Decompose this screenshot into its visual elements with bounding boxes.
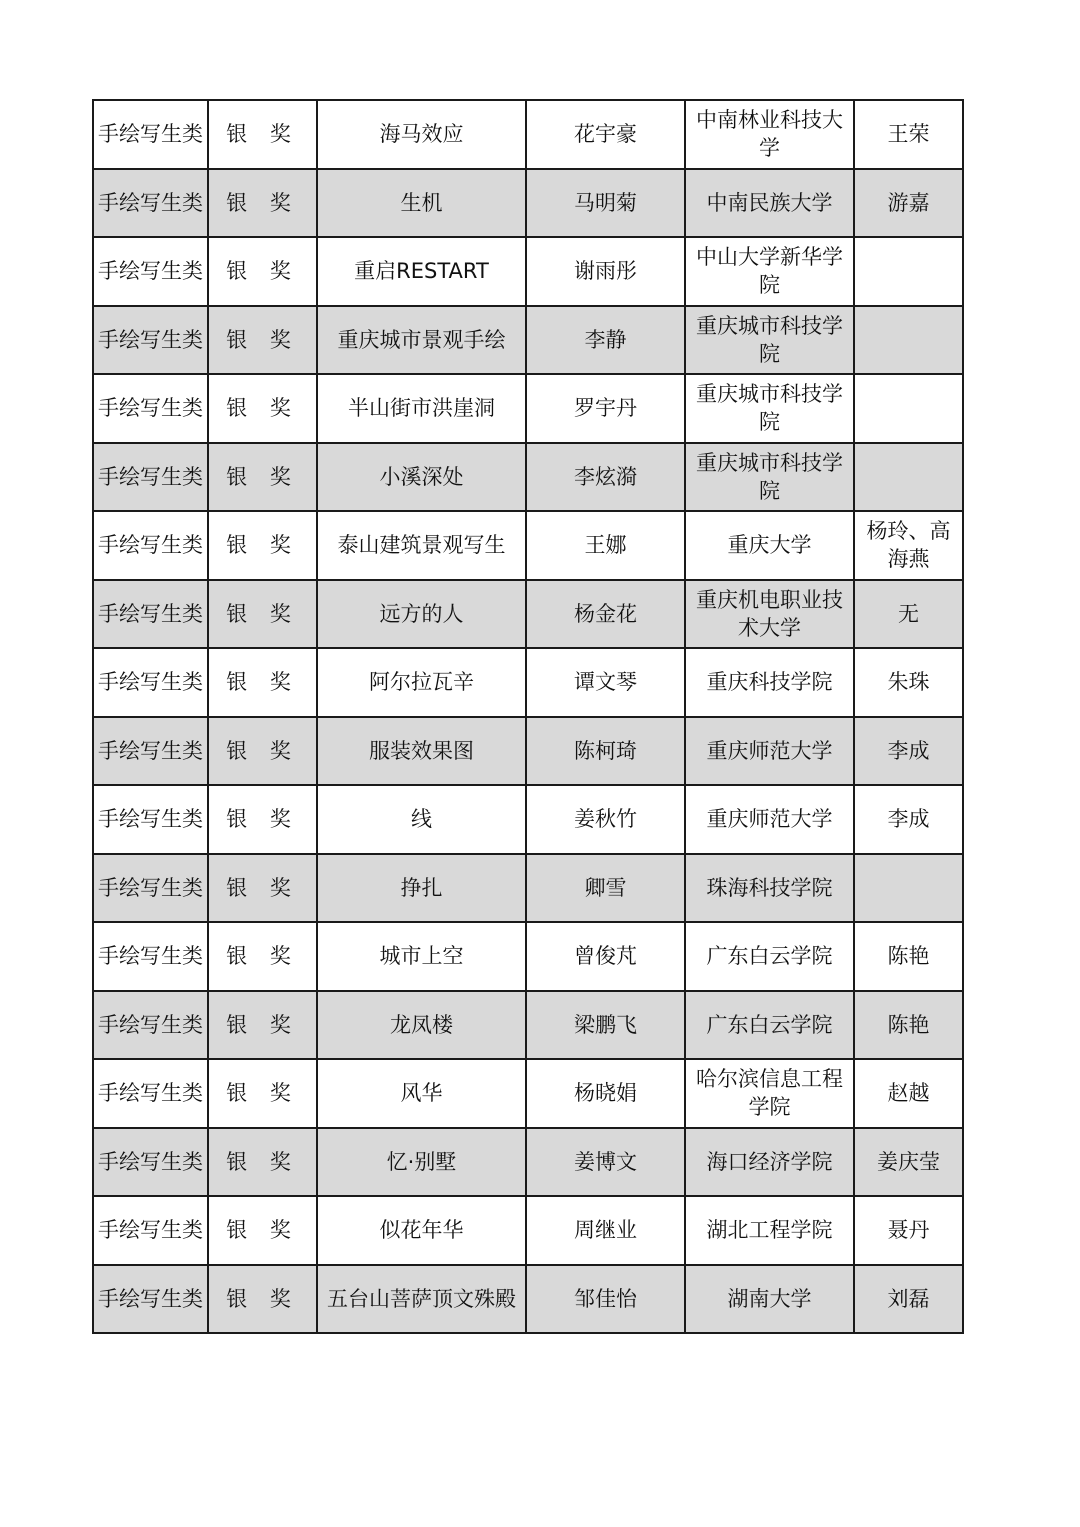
author-cell: 杨金花	[526, 580, 685, 649]
author-cell: 周继业	[526, 1196, 685, 1265]
author-cell: 花宇豪	[526, 100, 685, 169]
author-cell: 梁鹏飞	[526, 991, 685, 1060]
award-cell: 银 奖	[208, 1265, 317, 1334]
work-title-cell: 海马效应	[317, 100, 526, 169]
category-cell: 手绘写生类	[93, 374, 208, 443]
work-title-cell: 重启RESTART	[317, 237, 526, 306]
award-cell: 银 奖	[208, 991, 317, 1060]
table-row	[93, 580, 963, 649]
work-title-cell: 线	[317, 785, 526, 854]
advisor-cell: 姜庆莹	[854, 1128, 963, 1197]
author-cell: 姜秋竹	[526, 785, 685, 854]
award-cell: 银 奖	[208, 717, 317, 786]
school-cell: 哈尔滨信息工程学院	[685, 1059, 854, 1128]
school-cell: 中南民族大学	[685, 169, 854, 238]
award-cell: 银 奖	[208, 1059, 317, 1128]
category-cell: 手绘写生类	[93, 1128, 208, 1197]
table-row	[93, 100, 963, 169]
author-cell: 谢雨彤	[526, 237, 685, 306]
author-cell: 姜博文	[526, 1128, 685, 1197]
award-cell: 银 奖	[208, 237, 317, 306]
table-row	[93, 306, 963, 375]
category-cell: 手绘写生类	[93, 1265, 208, 1334]
school-cell: 重庆机电职业技术大学	[685, 580, 854, 649]
advisor-cell	[854, 374, 963, 443]
advisor-cell	[854, 306, 963, 375]
table-row	[93, 237, 963, 306]
category-cell: 手绘写生类	[93, 922, 208, 991]
award-cell: 银 奖	[208, 100, 317, 169]
work-title-cell: 挣扎	[317, 854, 526, 923]
awards-table	[92, 99, 964, 1334]
awards-table-body	[93, 100, 963, 1333]
category-cell: 手绘写生类	[93, 100, 208, 169]
table-row	[93, 443, 963, 512]
author-cell: 卿雪	[526, 854, 685, 923]
table-row	[93, 374, 963, 443]
author-cell: 谭文琴	[526, 648, 685, 717]
school-cell: 湖南大学	[685, 1265, 854, 1334]
category-cell: 手绘写生类	[93, 443, 208, 512]
school-cell: 湖北工程学院	[685, 1196, 854, 1265]
school-cell: 广东白云学院	[685, 922, 854, 991]
work-title-cell: 城市上空	[317, 922, 526, 991]
work-title-cell: 服装效果图	[317, 717, 526, 786]
table-row	[93, 1265, 963, 1334]
table-row	[93, 648, 963, 717]
category-cell: 手绘写生类	[93, 306, 208, 375]
advisor-cell	[854, 237, 963, 306]
author-cell: 王娜	[526, 511, 685, 580]
category-cell: 手绘写生类	[93, 854, 208, 923]
advisor-cell: 陈艳	[854, 991, 963, 1060]
table-row	[93, 991, 963, 1060]
advisor-cell: 杨玲、高海燕	[854, 511, 963, 580]
category-cell: 手绘写生类	[93, 237, 208, 306]
advisor-cell: 赵越	[854, 1059, 963, 1128]
advisor-cell: 李成	[854, 785, 963, 854]
award-cell: 银 奖	[208, 169, 317, 238]
advisor-cell: 刘磊	[854, 1265, 963, 1334]
work-title-cell: 忆·别墅	[317, 1128, 526, 1197]
author-cell: 陈柯琦	[526, 717, 685, 786]
author-cell: 邹佳怡	[526, 1265, 685, 1334]
category-cell: 手绘写生类	[93, 991, 208, 1060]
award-cell: 银 奖	[208, 580, 317, 649]
category-cell: 手绘写生类	[93, 717, 208, 786]
category-cell: 手绘写生类	[93, 785, 208, 854]
award-cell: 银 奖	[208, 374, 317, 443]
author-cell: 杨晓娟	[526, 1059, 685, 1128]
award-cell: 银 奖	[208, 511, 317, 580]
award-cell: 银 奖	[208, 922, 317, 991]
author-cell: 马明菊	[526, 169, 685, 238]
award-cell: 银 奖	[208, 443, 317, 512]
table-row	[93, 717, 963, 786]
work-title-cell: 泰山建筑景观写生	[317, 511, 526, 580]
school-cell: 重庆师范大学	[685, 717, 854, 786]
work-title-cell: 小溪深处	[317, 443, 526, 512]
category-cell: 手绘写生类	[93, 1196, 208, 1265]
school-cell: 中南林业科技大学	[685, 100, 854, 169]
work-title-cell: 五台山菩萨顶文殊殿	[317, 1265, 526, 1334]
award-cell: 银 奖	[208, 854, 317, 923]
work-title-cell: 半山街市洪崖洞	[317, 374, 526, 443]
advisor-cell: 游嘉	[854, 169, 963, 238]
category-cell: 手绘写生类	[93, 648, 208, 717]
category-cell: 手绘写生类	[93, 511, 208, 580]
advisor-cell	[854, 443, 963, 512]
advisor-cell: 朱珠	[854, 648, 963, 717]
author-cell: 李静	[526, 306, 685, 375]
work-title-cell: 重庆城市景观手绘	[317, 306, 526, 375]
advisor-cell: 聂丹	[854, 1196, 963, 1265]
author-cell: 曾俊芃	[526, 922, 685, 991]
school-cell: 海口经济学院	[685, 1128, 854, 1197]
award-cell: 银 奖	[208, 648, 317, 717]
school-cell: 重庆大学	[685, 511, 854, 580]
advisor-cell	[854, 854, 963, 923]
advisor-cell: 无	[854, 580, 963, 649]
award-cell: 银 奖	[208, 1128, 317, 1197]
school-cell: 重庆师范大学	[685, 785, 854, 854]
school-cell: 重庆城市科技学院	[685, 306, 854, 375]
author-cell: 李炫漪	[526, 443, 685, 512]
table-row	[93, 785, 963, 854]
advisor-cell: 王荣	[854, 100, 963, 169]
award-cell: 银 奖	[208, 306, 317, 375]
work-title-cell: 生机	[317, 169, 526, 238]
table-row	[93, 1059, 963, 1128]
work-title-cell: 远方的人	[317, 580, 526, 649]
work-title-cell: 阿尔拉瓦辛	[317, 648, 526, 717]
category-cell: 手绘写生类	[93, 1059, 208, 1128]
work-title-cell: 风华	[317, 1059, 526, 1128]
table-row	[93, 1196, 963, 1265]
school-cell: 重庆城市科技学院	[685, 443, 854, 512]
table-row	[93, 169, 963, 238]
school-cell: 重庆城市科技学院	[685, 374, 854, 443]
table-row	[93, 854, 963, 923]
award-cell: 银 奖	[208, 785, 317, 854]
table-row	[93, 922, 963, 991]
category-cell: 手绘写生类	[93, 169, 208, 238]
advisor-cell: 陈艳	[854, 922, 963, 991]
school-cell: 珠海科技学院	[685, 854, 854, 923]
author-cell: 罗宇丹	[526, 374, 685, 443]
category-cell: 手绘写生类	[93, 580, 208, 649]
award-cell: 银 奖	[208, 1196, 317, 1265]
school-cell: 广东白云学院	[685, 991, 854, 1060]
table-row	[93, 511, 963, 580]
school-cell: 重庆科技学院	[685, 648, 854, 717]
work-title-cell: 似花年华	[317, 1196, 526, 1265]
table-row	[93, 1128, 963, 1197]
school-cell: 中山大学新华学院	[685, 237, 854, 306]
work-title-cell: 龙凤楼	[317, 991, 526, 1060]
advisor-cell: 李成	[854, 717, 963, 786]
